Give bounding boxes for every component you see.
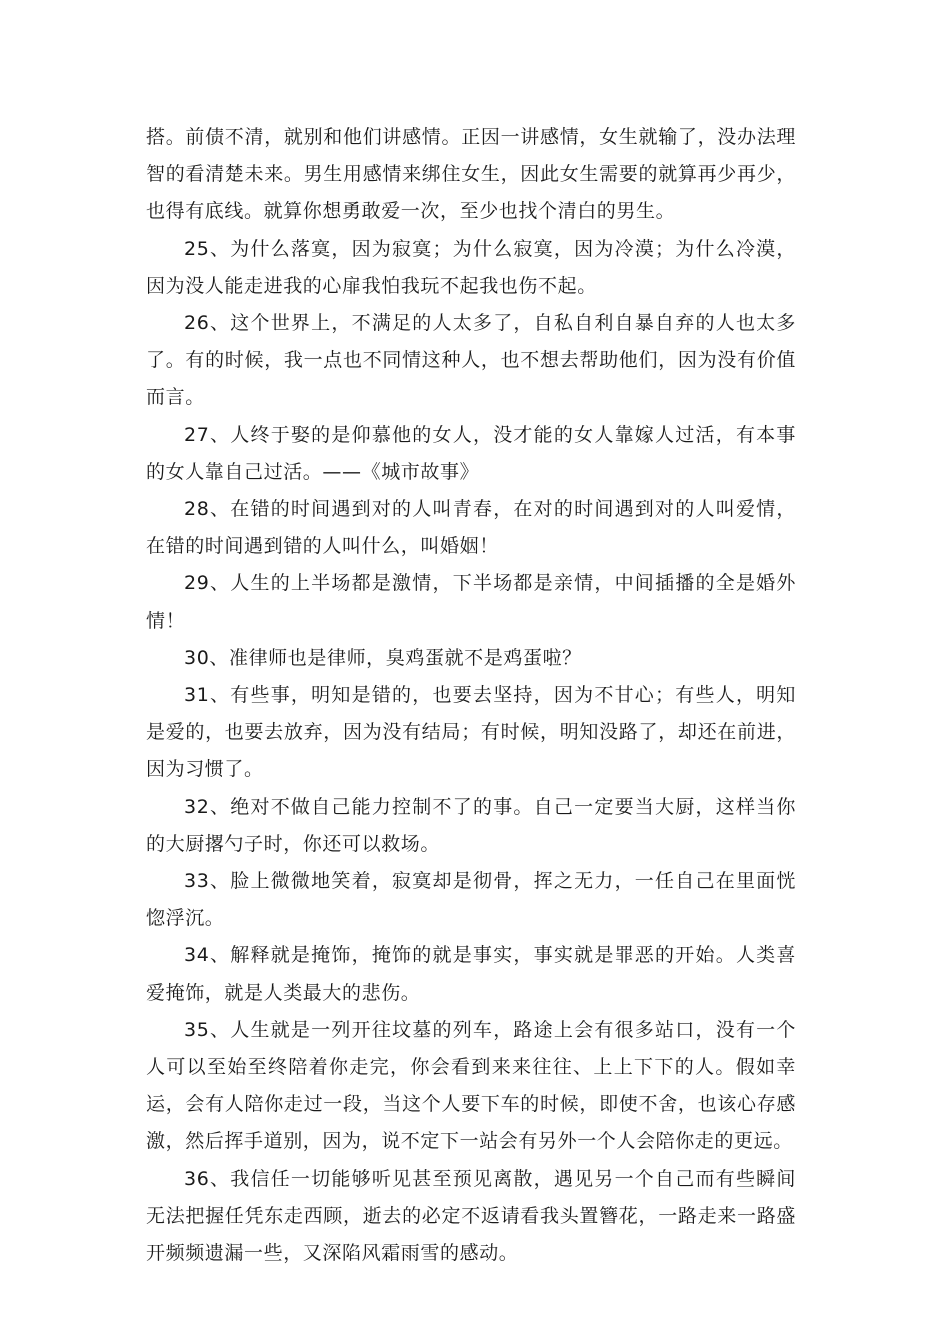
paragraph-28: 28、在错的时间遇到对的人叫青春，在对的时间遇到对的人叫爱情，在错的时间遇到错的人叫什么，叫婚姻！ <box>146 498 796 558</box>
document-body <box>146 119 796 1272</box>
paragraph-25: 25、为什么落寞，因为寂寞；为什么寂寞，因为冷漠；为什么冷漠，因为没人能走进我的心扉我怕我玩不起我也伤不起。 <box>146 237 796 297</box>
paragraph-32: 32、绝对不做自己能力控制不了的事。自己一定要当大厨，这样当你的大厨撂勺子时，你还可以救场。 <box>146 795 796 855</box>
paragraph-continued: 搭。前债不清，就别和他们讲感情。正因一讲感情，女生就输了，没办法理智的看清楚未来。男生用感情来绑住女生，因此女生需要的就算再少再少，也得有底线。就算你想勇敢爱一次，至少也找个清白的男生。 <box>146 126 796 223</box>
paragraph-27: 27、人终于娶的是仰慕他的女人，没才能的女人靠嫁人过活，有本事的女人靠自己过活。——《城市故事》 <box>146 423 796 483</box>
paragraph-31: 31、有些事，明知是错的，也要去坚持，因为不甘心；有些人，明知是爱的，也要去放弃，因为没有结局；有时候，明知没路了，却还在前进，因为习惯了。 <box>146 684 796 781</box>
paragraph-29: 29、人生的上半场都是激情，下半场都是亲情，中间插播的全是婚外情！ <box>146 572 796 632</box>
paragraph-33: 33、脸上微微地笑着，寂寞却是彻骨，挥之无力，一任自己在里面恍惚浮沉。 <box>146 870 796 930</box>
paragraph-30: 30、准律师也是律师，臭鸡蛋就不是鸡蛋啦？ <box>184 646 582 669</box>
paragraph-34: 34、解释就是掩饰，掩饰的就是事实，事实就是罪恶的开始。人类喜爱掩饰，就是人类最大的悲伤。 <box>146 944 796 1004</box>
paragraph-35: 35、人生就是一列开往坟墓的列车，路途上会有很多站口，没有一个人可以至始至终陪着你走完，你会看到来来往往、上上下下的人。假如幸运，会有人陪你走过一段，当这个人要下车的时候，即使不舍，也该心存感激，然后挥手道别，因为，说不定下一站会有另外一个人会陪你走的更远。 <box>146 1018 796 1153</box>
paragraph-36: 36、我信任一切能够听见甚至预见离散，遇见另一个自己而有些瞬间无法把握任凭东走西顾，逝去的必定不返请看我头置簪花，一路走来一路盛开频频遗漏一些，又深陷风霜雨雪的感动。 <box>146 1167 796 1265</box>
paragraph-26: 26、这个世界上，不满足的人太多了，自私自利自暴自弃的人也太多了。有的时候，我一点也不同情这种人，也不想去帮助他们，因为没有价值而言。 <box>146 312 796 409</box>
